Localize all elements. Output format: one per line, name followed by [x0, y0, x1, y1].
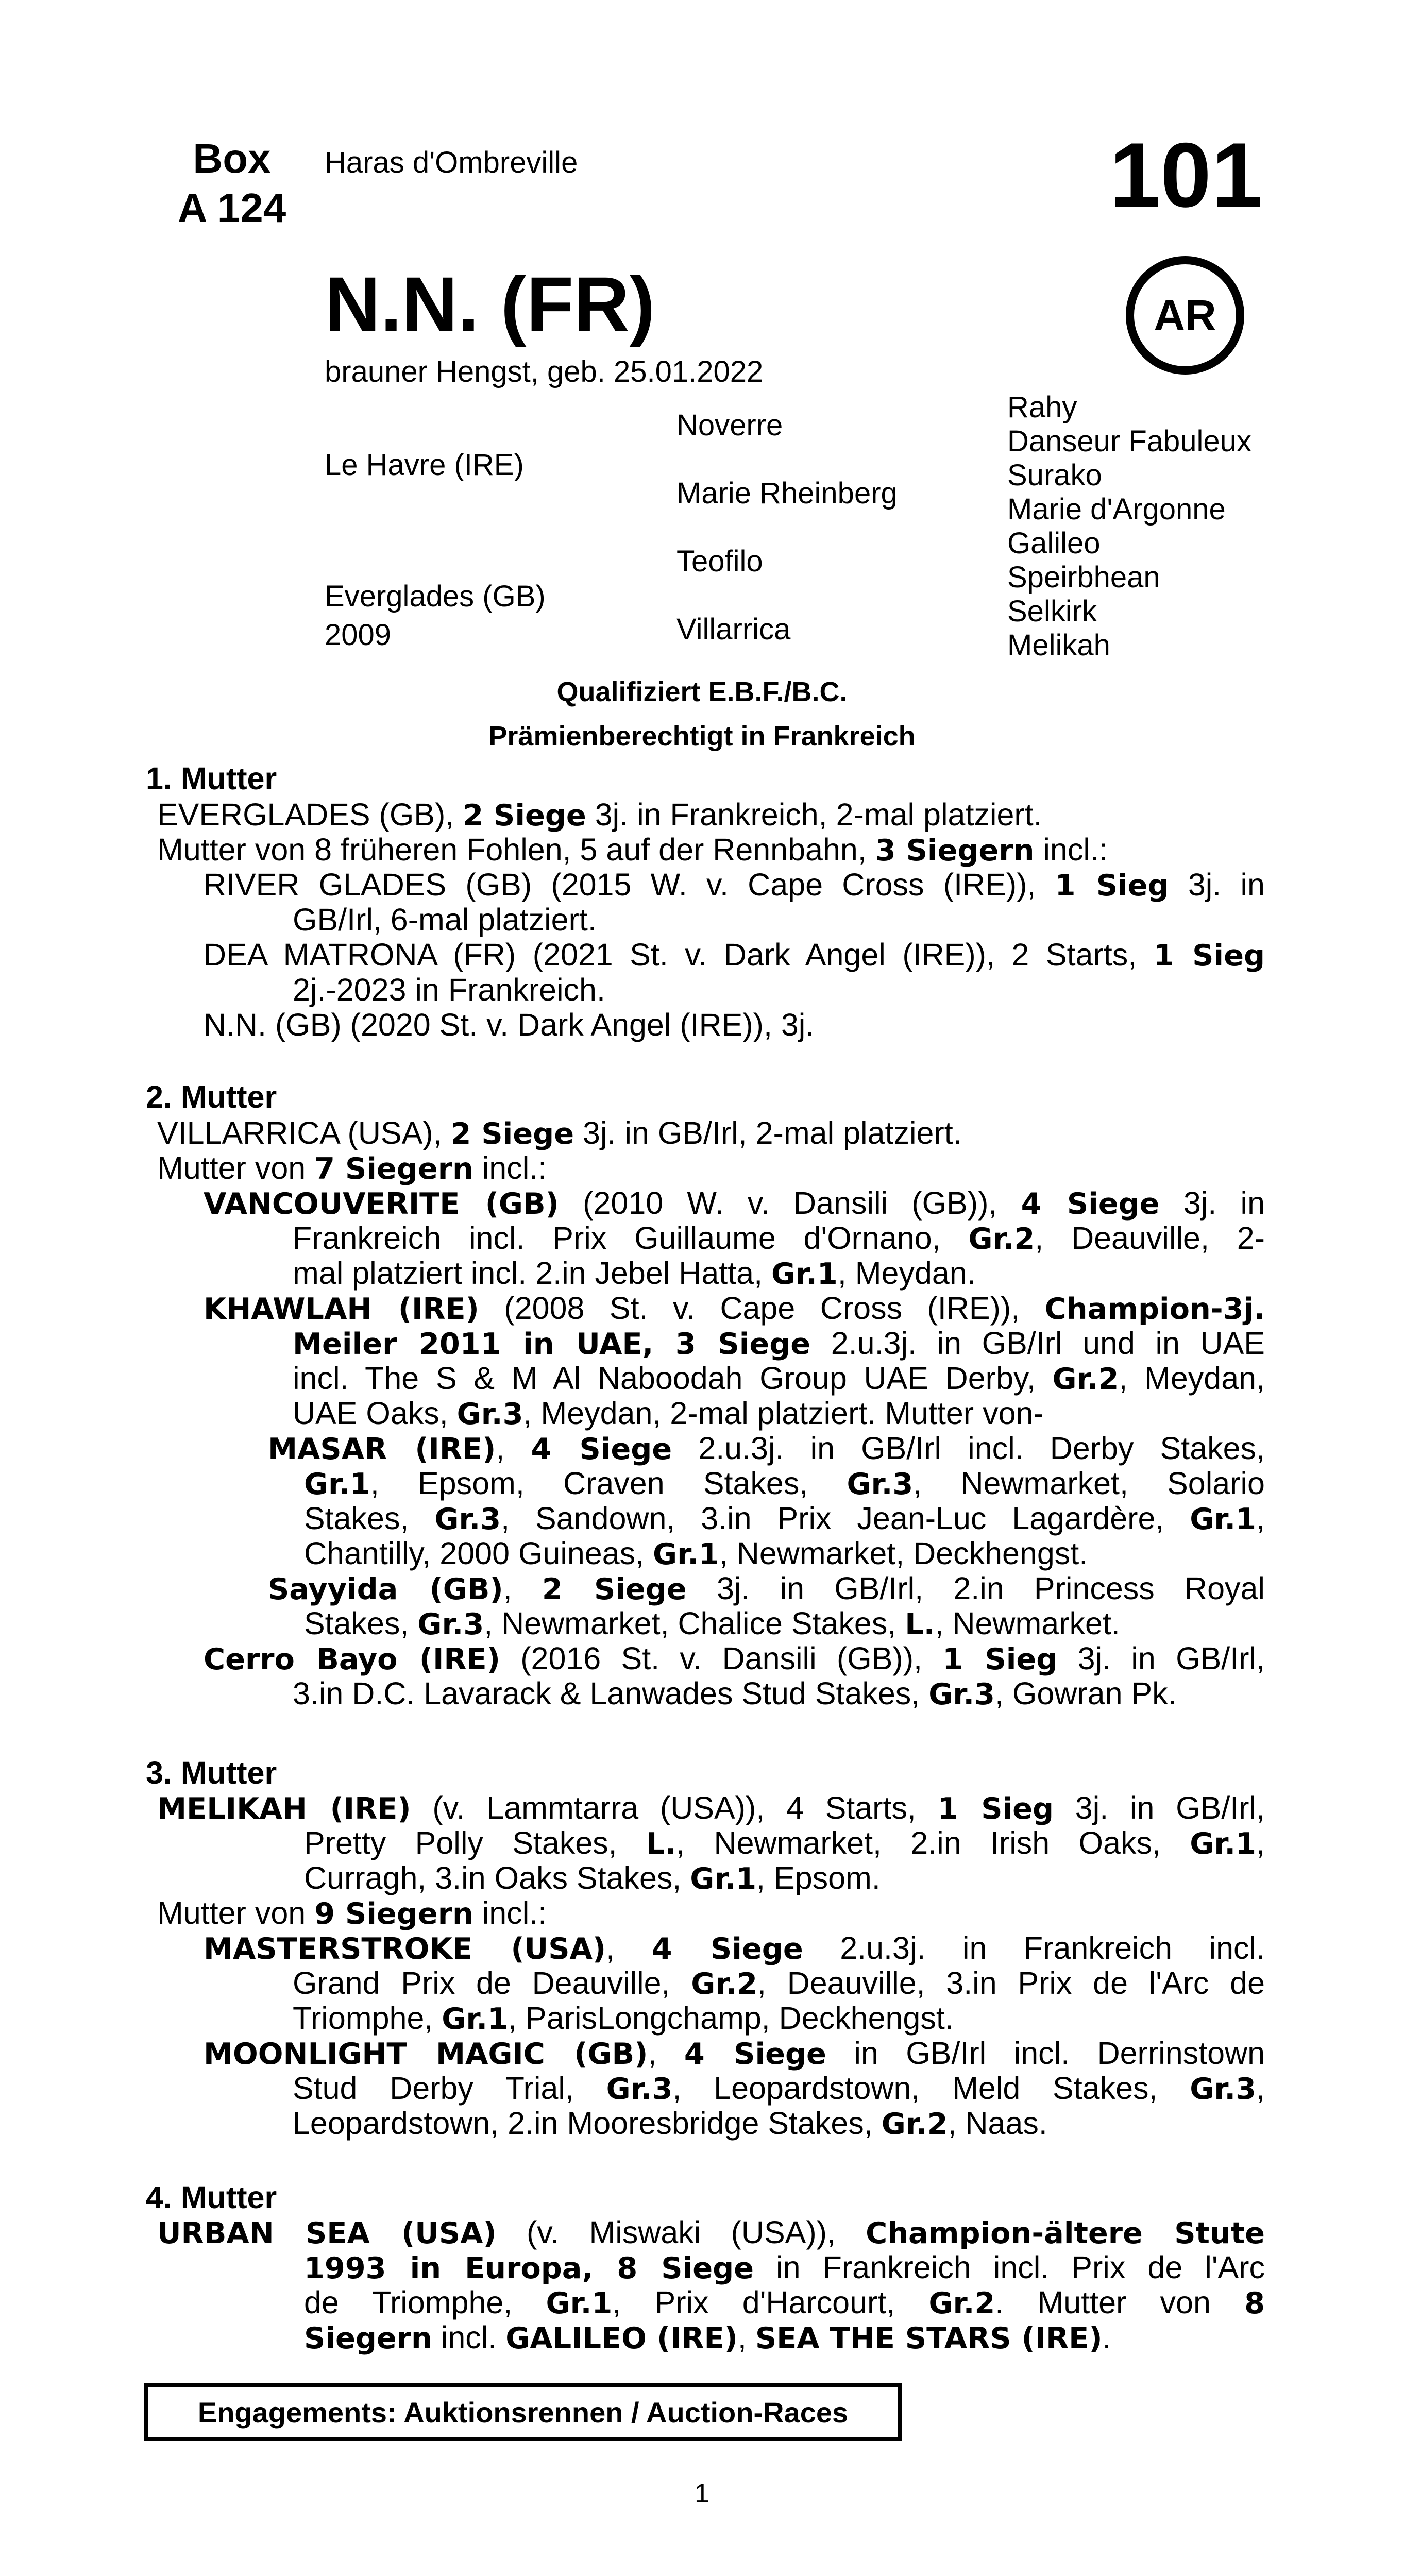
- box-number: A 124: [177, 185, 286, 231]
- bold-text: 8: [1244, 2286, 1265, 2320]
- bold-text: Siegern: [304, 2321, 432, 2355]
- family-line: Frankreich incl. Prix Guillaume d'Ornano, Gr.2, Deauville, 2-: [293, 1221, 1265, 1256]
- bold-text: Gr.2: [881, 2107, 948, 2141]
- bold-text: Gr.2: [968, 1222, 1035, 1256]
- bold-text: 1 Sieg: [1055, 868, 1169, 903]
- bold-text: 1 Sieg: [937, 1791, 1054, 1826]
- bold-text: Gr.1: [1190, 1826, 1257, 1861]
- bold-text: 2 Siege: [463, 798, 586, 833]
- family-line: Mutter von 7 Siegern incl.:: [157, 1150, 547, 1186]
- family-line: Stakes, Gr.3, Newmarket, Chalice Stakes, L., Newmarket.: [304, 1606, 1120, 1641]
- family-line: RIVER GLADES (GB) (2015 W. v. Cape Cross (IRE)), 1 Sieg 3j. in: [204, 867, 1265, 903]
- bold-text: 9 Siegern: [314, 1896, 473, 1931]
- family-line: URBAN SEA (USA) (v. Miswaki (USA)), Champion-ältere Stute: [157, 2215, 1265, 2250]
- family-line: Stakes, Gr.3, Sandown, 3.in Prix Jean-Luc Lagardère, Gr.1,: [304, 1501, 1265, 1536]
- bold-text: Champion-ältere Stute: [866, 2216, 1265, 2250]
- bold-text: Gr.3: [456, 1397, 523, 1431]
- bold-text: Gr.1: [653, 1537, 719, 1571]
- family-line: MASTERSTROKE (USA), 4 Siege 2.u.3j. in Frankreich incl.: [204, 1930, 1265, 1966]
- bold-text: Sayyida (GB): [268, 1572, 503, 1606]
- bold-text: VANCOUVERITE (GB): [204, 1187, 559, 1221]
- family-line: KHAWLAH (IRE) (2008 St. v. Cape Cross (IRE)), Champion-3j.: [204, 1291, 1265, 1326]
- pedigree-dam: Everglades (GB): [325, 580, 546, 613]
- bold-text: Gr.2: [928, 2286, 995, 2320]
- bold-text: Gr.1: [546, 2286, 613, 2320]
- qualification-line: Prämienberechtigt in Frankreich: [488, 721, 916, 752]
- family-line: Leopardstown, 2.in Mooresbridge Stakes, Gr.2, Naas.: [293, 2106, 1047, 2141]
- bold-text: 4 Siege: [651, 1931, 803, 1966]
- family-line: 2j.-2023 in Frankreich.: [293, 972, 605, 1007]
- bold-text: 2 Siege: [542, 1572, 687, 1606]
- family-line: MASAR (IRE), 4 Siege 2.u.3j. in GB/Irl incl. Derby Stakes,: [268, 1431, 1265, 1466]
- bold-text: 1 Sieg: [1153, 938, 1265, 973]
- breeder-name: Haras d'Ombreville: [325, 146, 578, 179]
- pedigree-great-grandparent: Surako: [1007, 459, 1102, 492]
- family-line: MELIKAH (IRE) (v. Lammtarra (USA)), 4 Starts, 1 Sieg 3j. in GB/Irl,: [157, 1790, 1265, 1826]
- family-line: Mutter von 9 Siegern incl.:: [157, 1895, 547, 1931]
- bold-text: Gr.1: [771, 1257, 838, 1291]
- family-line: Meiler 2011 in UAE, 3 Siege 2.u.3j. in GB/Irl und in UAE: [293, 1326, 1265, 1361]
- bold-text: Meiler 2011 in UAE, 3 Siege: [293, 1327, 811, 1361]
- box-label: Box: [193, 135, 271, 181]
- bold-text: SEA THE STARS (IRE): [755, 2321, 1103, 2355]
- family-line: DEA MATRONA (FR) (2021 St. v. Dark Angel (IRE)), 2 Starts, 1 Sieg: [204, 937, 1265, 973]
- bold-text: MASAR (IRE): [268, 1432, 496, 1466]
- horse-name: N.N. (FR): [325, 261, 655, 347]
- horse-description: brauner Hengst, geb. 25.01.2022: [325, 355, 764, 388]
- ar-badge: [1126, 256, 1244, 375]
- bold-text: 4 Siege: [1021, 1187, 1160, 1221]
- bold-text: Gr.1: [442, 2002, 509, 2036]
- bold-text: URBAN SEA (USA): [157, 2216, 497, 2250]
- family-line: GB/Irl, 6-mal platziert.: [293, 902, 597, 937]
- bold-text: L.: [646, 1826, 676, 1861]
- bold-text: Gr.1: [690, 1861, 757, 1896]
- bold-text: 2 Siege: [450, 1116, 574, 1151]
- bold-text: Gr.2: [691, 1967, 758, 2001]
- pedigree-grandparent: Teofilo: [676, 545, 763, 578]
- family-line: N.N. (GB) (2020 St. v. Dark Angel (IRE)), 3j.: [204, 1007, 815, 1042]
- bold-text: 7 Siegern: [314, 1151, 473, 1186]
- pedigree-grandparent: Villarrica: [676, 613, 791, 646]
- family-line: 3.in D.C. Lavarack & Lanwades Stud Stakes, Gr.3, Gowran Pk.: [293, 1676, 1177, 1711]
- bold-text: Champion-3j.: [1044, 1292, 1265, 1326]
- section-heading: 3. Mutter: [146, 1755, 277, 1790]
- bold-text: Gr.3: [434, 1502, 501, 1536]
- family-line: Curragh, 3.in Oaks Stakes, Gr.1, Epsom.: [304, 1860, 881, 1896]
- bold-text: KHAWLAH (IRE): [204, 1292, 479, 1326]
- bold-text: 1993 in Europa, 8 Siege: [304, 2251, 754, 2285]
- pedigree-great-grandparent: Marie d'Argonne: [1007, 493, 1226, 526]
- family-line: VILLARRICA (USA), 2 Siege 3j. in GB/Irl, 2-mal platziert.: [157, 1115, 962, 1151]
- pedigree-dam-year: 2009: [325, 618, 392, 652]
- bold-text: Gr.1: [304, 1467, 370, 1501]
- bold-text: 4 Siege: [684, 2037, 826, 2071]
- pedigree-grandparent: Noverre: [676, 409, 783, 442]
- bold-text: 1 Sieg: [942, 1642, 1058, 1676]
- bold-text: GALILEO (IRE): [505, 2321, 738, 2355]
- family-line: incl. The S & M Al Naboodah Group UAE Derby, Gr.2, Meydan,: [293, 1361, 1265, 1396]
- family-line: Pretty Polly Stakes, L., Newmarket, 2.in Irish Oaks, Gr.1,: [304, 1825, 1265, 1861]
- bold-text: Gr.3: [928, 1677, 995, 1711]
- pedigree-great-grandparent: Danseur Fabuleux: [1007, 425, 1251, 458]
- family-line: Cerro Bayo (IRE) (2016 St. v. Dansili (GB)), 1 Sieg 3j. in GB/Irl,: [204, 1641, 1265, 1676]
- family-line: Chantilly, 2000 Guineas, Gr.1, Newmarket, Deckhengst.: [304, 1536, 1088, 1571]
- bold-text: Gr.1: [1190, 1502, 1257, 1536]
- engagements-box: [144, 2383, 902, 2441]
- family-line: Sayyida (GB), 2 Siege 3j. in GB/Irl, 2.in Princess Royal: [268, 1571, 1265, 1606]
- section-heading: 1. Mutter: [146, 761, 277, 796]
- bold-text: MOONLIGHT MAGIC (GB): [204, 2037, 648, 2071]
- bold-text: Gr.3: [1190, 2072, 1257, 2106]
- bold-text: MELIKAH (IRE): [157, 1791, 411, 1826]
- bold-text: Gr.3: [417, 1607, 484, 1641]
- family-line: Triomphe, Gr.1, ParisLongchamp, Deckhengst.: [293, 2001, 954, 2036]
- lot-number: 101: [1109, 124, 1262, 226]
- pedigree-great-grandparent: Galileo: [1007, 527, 1101, 560]
- bold-text: Gr.2: [1052, 1362, 1119, 1396]
- qualification-line: Qualifiziert E.B.F./B.C.: [556, 676, 848, 707]
- bold-text: 3 Siegern: [875, 833, 1035, 868]
- box-label-block: [175, 134, 289, 233]
- family-line: VANCOUVERITE (GB) (2010 W. v. Dansili (GB)), 4 Siege 3j. in: [204, 1185, 1265, 1221]
- ar-badge-label: AR: [1154, 291, 1216, 340]
- family-line: Stud Derby Trial, Gr.3, Leopardstown, Meld Stakes, Gr.3,: [293, 2071, 1265, 2106]
- family-line: Grand Prix de Deauville, Gr.2, Deauville, 3.in Prix de l'Arc de: [293, 1965, 1265, 2001]
- bold-text: MASTERSTROKE (USA): [204, 1931, 606, 1966]
- pedigree-great-grandparent: Selkirk: [1007, 595, 1097, 628]
- bold-text: Gr.3: [606, 2072, 673, 2106]
- bold-text: 4 Siege: [531, 1432, 672, 1466]
- family-line: EVERGLADES (GB), 2 Siege 3j. in Frankreich, 2-mal platziert.: [157, 797, 1042, 833]
- family-line: Gr.1, Epsom, Craven Stakes, Gr.3, Newmarket, Solario: [304, 1466, 1265, 1501]
- family-line: UAE Oaks, Gr.3, Meydan, 2-mal platziert. Mutter von-: [293, 1396, 1044, 1431]
- family-line: de Triomphe, Gr.1, Prix d'Harcourt, Gr.2. Mutter von 8: [304, 2285, 1265, 2320]
- family-line: Siegern incl. GALILEO (IRE), SEA THE STARS (IRE).: [304, 2320, 1111, 2355]
- section-heading: 4. Mutter: [146, 2180, 277, 2215]
- bold-text: Gr.3: [847, 1467, 914, 1501]
- bold-text: Cerro Bayo (IRE): [204, 1642, 500, 1676]
- family-line: Mutter von 8 früheren Fohlen, 5 auf der Rennbahn, 3 Siegern incl.:: [157, 832, 1108, 868]
- bold-text: L.: [905, 1607, 935, 1641]
- pedigree-sire: Le Havre (IRE): [325, 448, 524, 482]
- family-line: MOONLIGHT MAGIC (GB), 4 Siege in GB/Irl incl. Derrinstown: [204, 2036, 1265, 2071]
- engagements-label: Engagements: Auktionsrennen / Auction-Races: [197, 2396, 849, 2429]
- pedigree-grandparent: Marie Rheinberg: [676, 477, 898, 510]
- family-line: mal platziert incl. 2.in Jebel Hatta, Gr.1, Meydan.: [293, 1256, 976, 1291]
- family-line: 1993 in Europa, 8 Siege in Frankreich incl. Prix de l'Arc: [304, 2250, 1265, 2285]
- pedigree-great-grandparent: Speirbhean: [1007, 561, 1160, 594]
- page-number: 1: [695, 2479, 709, 2509]
- pedigree-great-grandparent: Rahy: [1007, 391, 1077, 424]
- pedigree-great-grandparent: Melikah: [1007, 629, 1110, 662]
- section-heading: 2. Mutter: [146, 1079, 277, 1114]
